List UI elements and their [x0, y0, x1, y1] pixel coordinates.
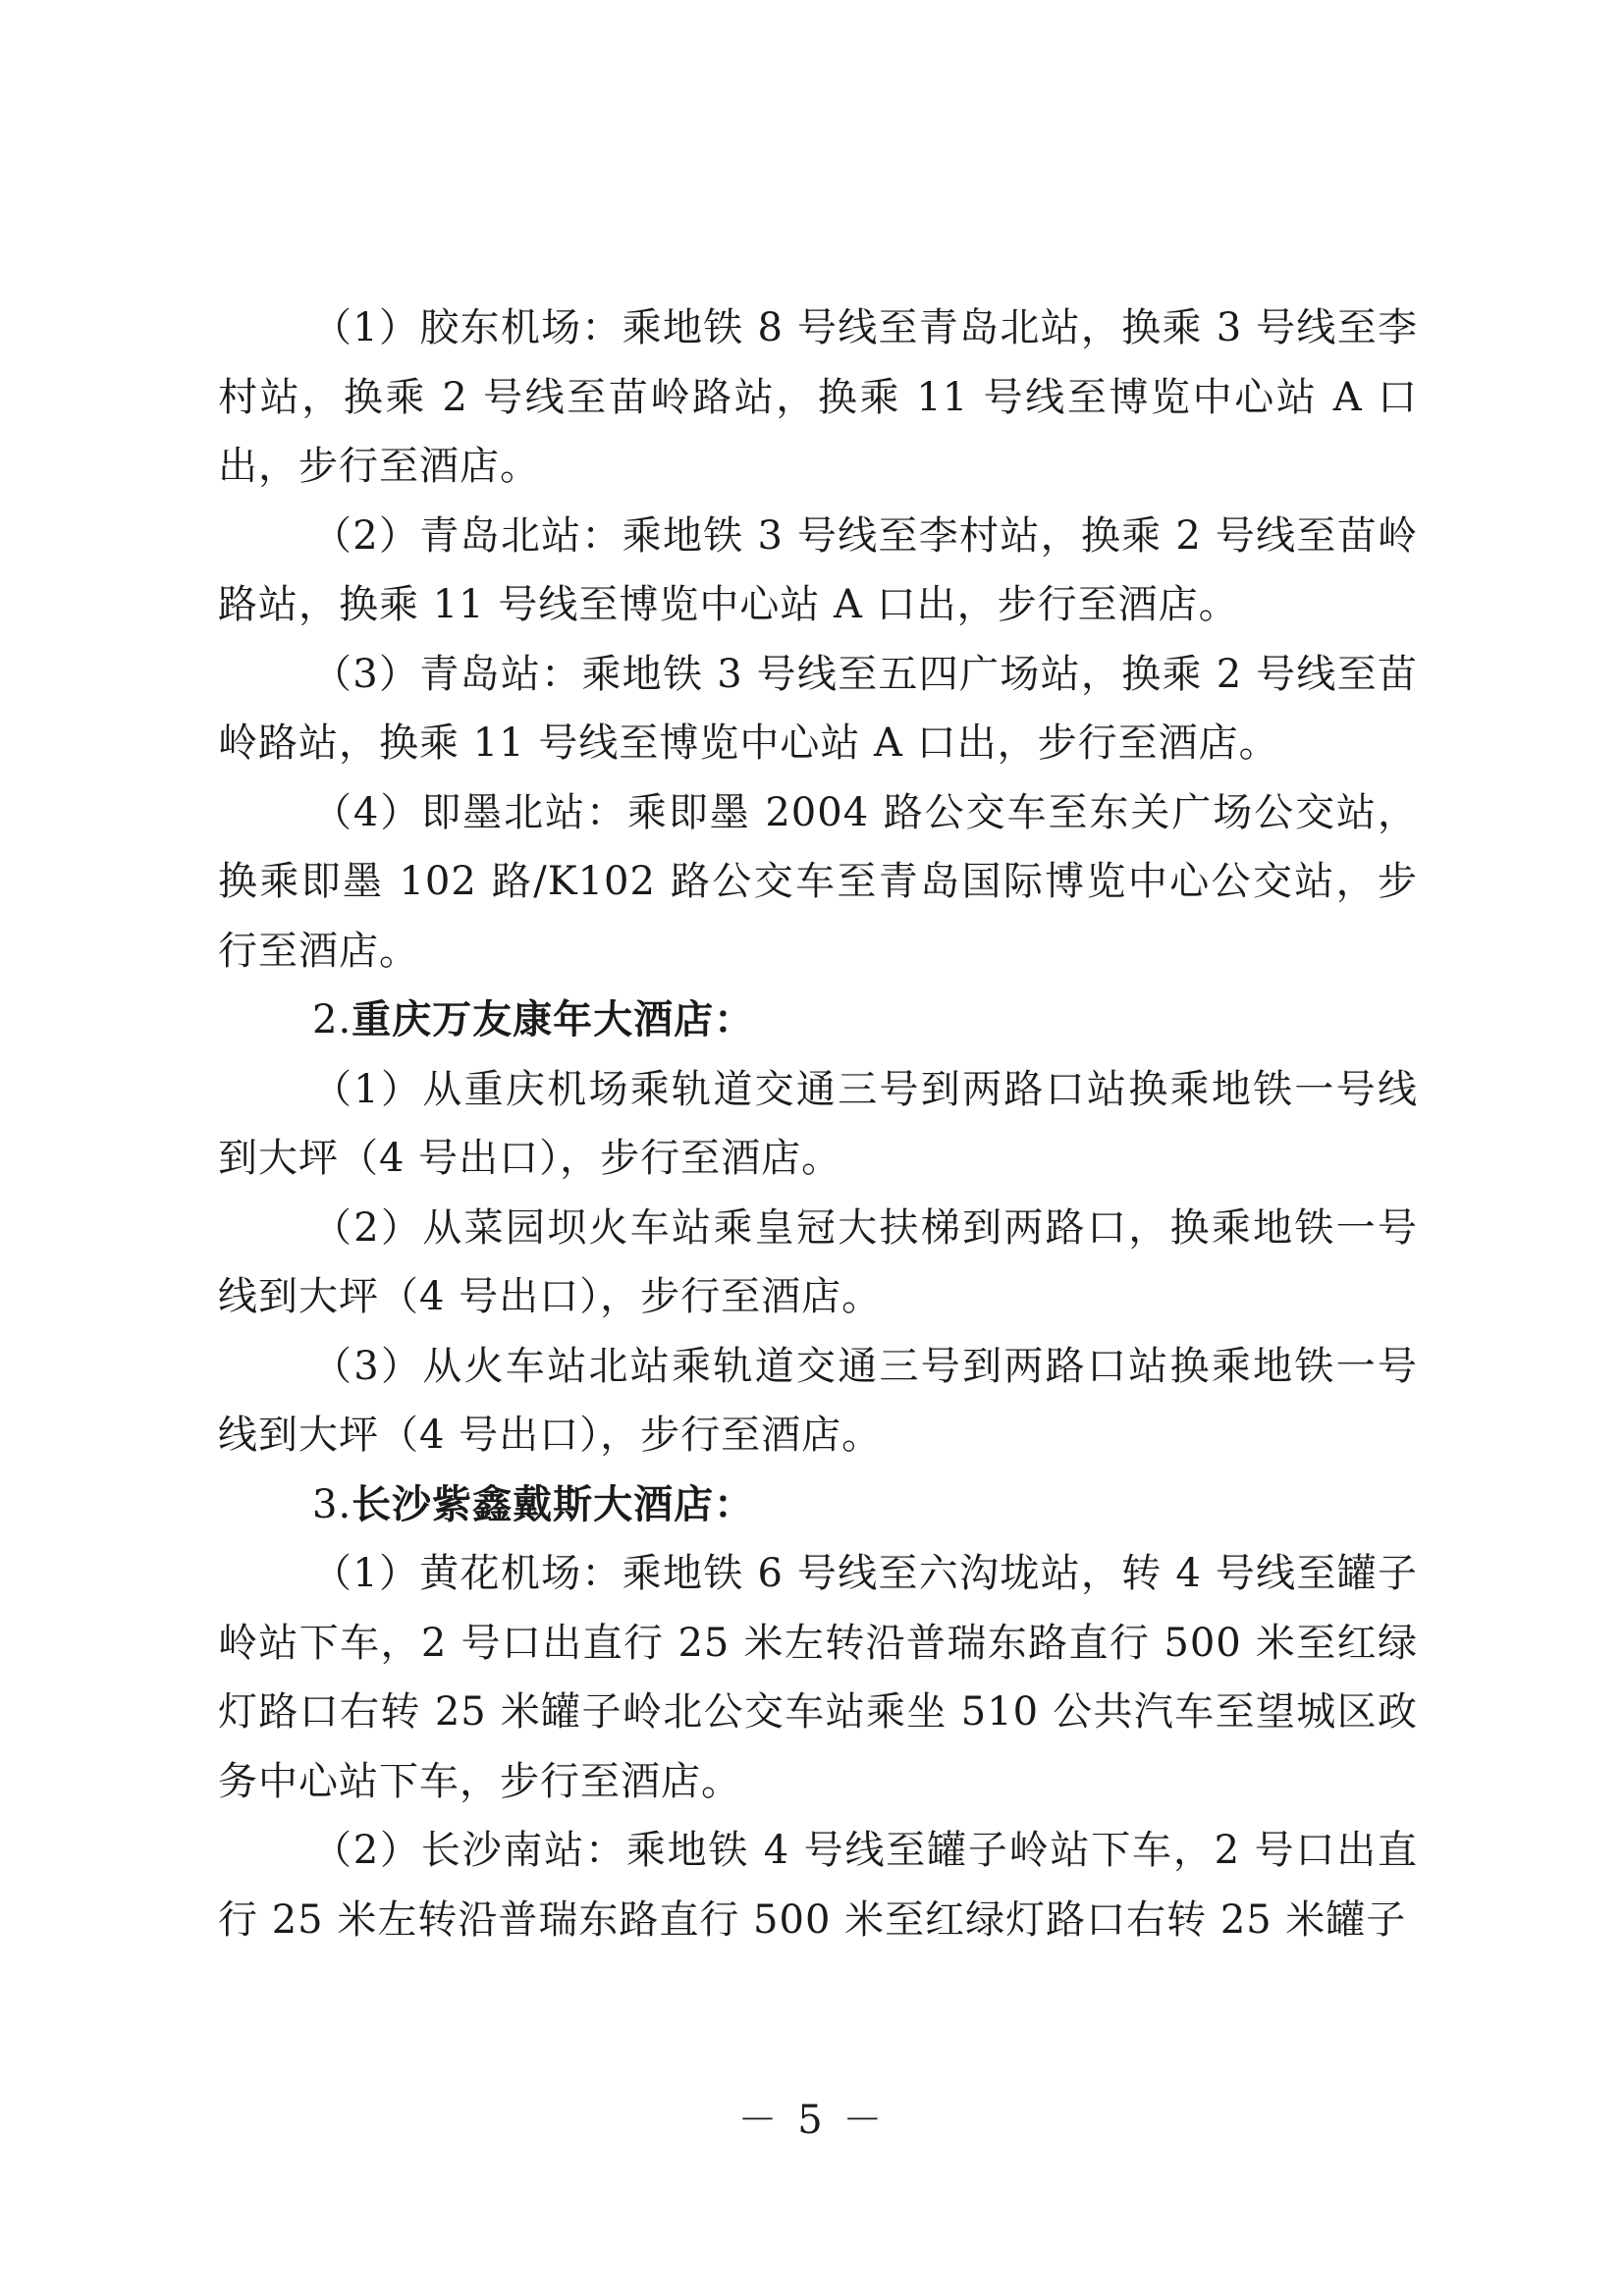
section-title: 重庆万友康年大酒店： — [352, 996, 755, 1042]
route-jimo-north-station: （4）即墨北站：乘即墨 2004 路公交车至东关广场公交站，换乘即墨 102 路/K102 路公交车至青岛国际博览中心公交站，步行至酒店。 — [218, 789, 1418, 974]
section-heading-chongqing-hotel — [218, 986, 1418, 1055]
section-number: 3. — [312, 1481, 352, 1527]
page-number: － 5 － — [737, 2098, 887, 2143]
route-changsha-south-station: （2）长沙南站：乘地铁 4 号线至罐子岭站下车，2 号口出直行 25 米左转沿普瑞东路直行 500 米至红绿灯路口右转 25 米罐子 — [218, 1828, 1418, 1943]
route-qingdao-north-station: （2）青岛北站：乘地铁 3 号线至李村站，换乘 2 号线至苗岭路站，换乘 11 号线至博览中心站 A 口出，步行至酒店。 — [218, 512, 1418, 627]
route-chongqing-north-station: （3）从火车站北站乘轨道交通三号到两路口站换乘地铁一号线到大坪（4 号出口），步行至酒店。 — [218, 1343, 1418, 1458]
route-caiyuanba-station: （2）从菜园坝火车站乘皇冠大扶梯到两路口，换乘地铁一号线到大坪（4 号出口），步行至酒店。 — [218, 1204, 1418, 1319]
page-body — [218, 294, 1418, 1954]
section-title: 长沙紫鑫戴斯大酒店： — [352, 1480, 755, 1527]
route-chongqing-airport: （1）从重庆机场乘轨道交通三号到两路口站换乘地铁一号线到大坪（4 号出口），步行至酒店。 — [218, 1066, 1418, 1181]
section-number: 2. — [312, 997, 352, 1042]
route-huanghua-airport: （1）黄花机场：乘地铁 6 号线至六沟垅站，转 4 号线至罐子岭站下车，2 号口出直行 25 米左转沿普瑞东路直行 500 米至红绿灯路口右转 25 米罐子岭北公交车站乘坐 510 公共汽车至望城区政务中心站下车，步行至酒店。 — [218, 1551, 1418, 1804]
section-heading-changsha-hotel — [218, 1470, 1418, 1540]
route-qingdao-station: （3）青岛站：乘地铁 3 号线至五四广场站，换乘 2 号线至苗岭路站，换乘 11 号线至博览中心站 A 口出，步行至酒店。 — [218, 651, 1418, 766]
route-qingdao-jiaodong-airport: （1）胶东机场：乘地铁 8 号线至青岛北站，换乘 3 号线至李村站，换乘 2 号线至苗岭路站，换乘 11 号线至博览中心站 A 口出，步行至酒店。 — [218, 305, 1418, 489]
